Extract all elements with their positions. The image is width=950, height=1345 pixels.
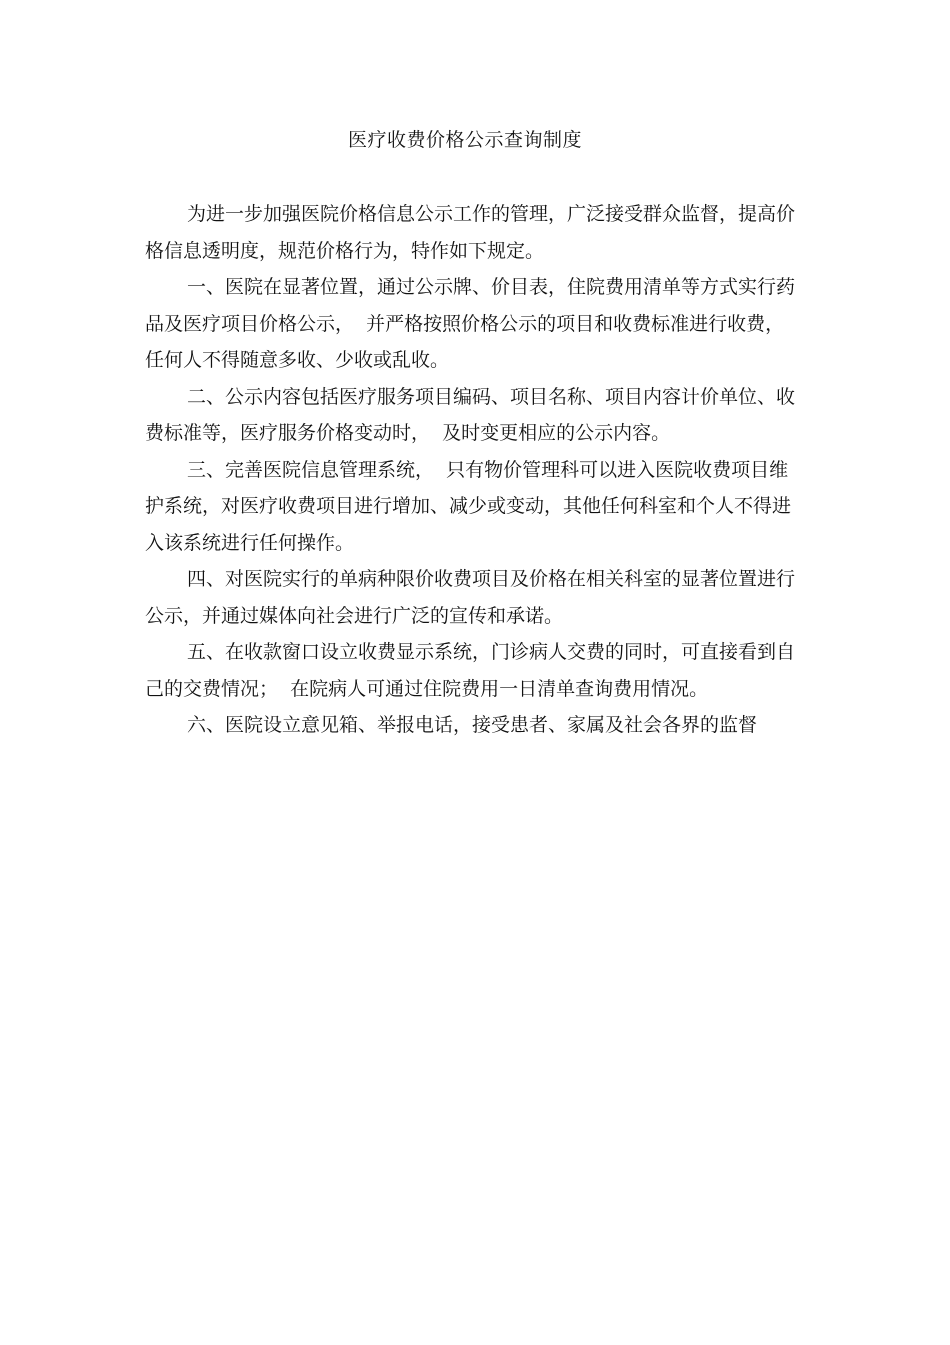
document-body: [145, 196, 795, 744]
paragraph-1: 一、医院在显著位置，通过公示牌、价目表，住院费用清单等方式实行药品及医疗项目价格公示， 并严格按照价格公示的项目和收费标准进行收费，任何人不得随意多收、少收或乱收。: [145, 276, 796, 371]
paragraph-4: 四、对医院实行的单病种限价收费项目及价格在相关科室的显著位置进行公示，并通过媒体向社会进行广泛的宣传和承诺。: [145, 568, 796, 627]
paragraph-6: 六、医院设立意见箱、举报电话，接受患者、家属及社会各界的监督: [187, 714, 758, 736]
document-title: 医疗收费价格公示查询制度: [347, 129, 582, 151]
paragraph-intro: 为进一步加强医院价格信息公示工作的管理，广泛接受群众监督，提高价格信息透明度，规范价格行为，特作如下规定。: [145, 203, 796, 262]
paragraph-2: 二、公示内容包括医疗服务项目编码、项目名称、项目内容计价单位、收费标准等，医疗服务价格变动时， 及时变更相应的公示内容。: [145, 385, 796, 444]
paragraph-5: 五、在收款窗口设立收费显示系统，门诊病人交费的同时，可直接看到自己的交费情况； 在院病人可通过住院费用一日清单查询费用情况。: [145, 641, 796, 700]
paragraph-3: 三、完善医院信息管理系统， 只有物价管理科可以进入医院收费项目维护系统，对医疗收费项目进行增加、减少或变动，其他任何科室和个人不得进入该系统进行任何操作。: [145, 458, 792, 554]
